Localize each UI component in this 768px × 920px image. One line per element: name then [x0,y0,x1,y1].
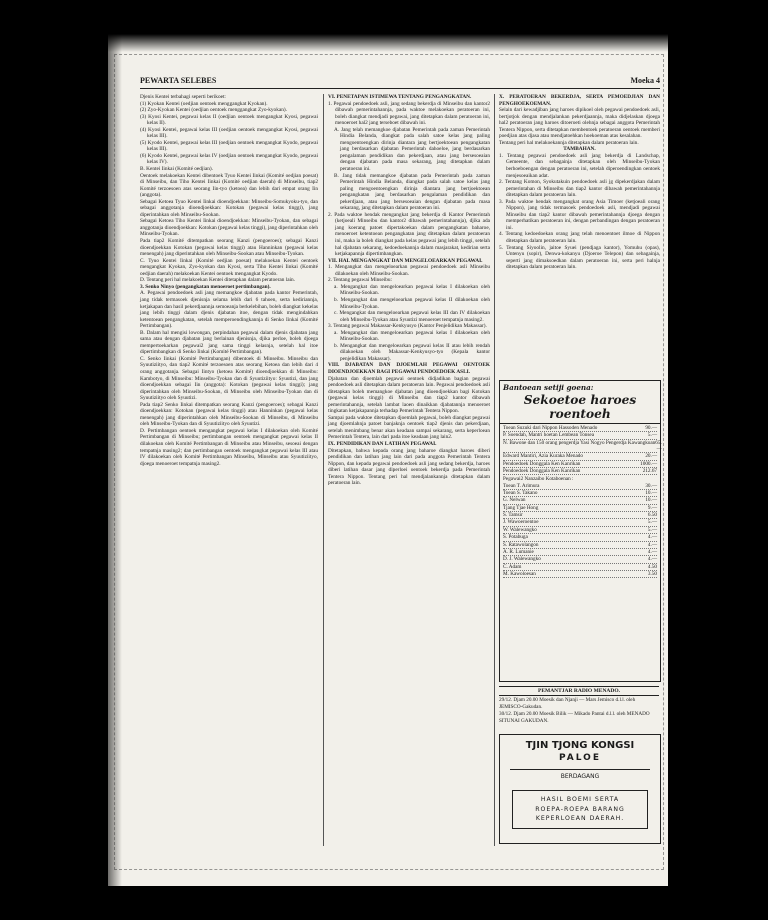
paragraph: (2) Zyo-Kyokan Kentei (oedjian oentoek menggangkat Zyo-kyokan). [140,107,287,114]
donation-amount: 3.50 [647,570,657,577]
donation-subtitle: Pegawai2 Nanzaibo Kotaboenan : [503,476,574,483]
donation-row [503,490,657,497]
paragraph: a. Mengangkat dan mengeloearkan pegawai kelas I dilakoekan oleh Minseibu-Sookan. [334,283,490,297]
column-rule-2 [494,94,495,846]
donor-name: A. R. Lumanie [503,548,534,555]
paragraph: C. Tyuo Kentei Iinkai (Komité oedjian poesat) melakoekan Kentei oentoek mengangkat Kyokan, Zyo-kyokan dan Kyosi, serta Tiho Kentei Iinkai (Komité oedjian daerah) melakoekan Kentei oentoek mengangkat Kyodo. [140,257,318,277]
donation-row [503,483,657,490]
donation-row [503,497,657,504]
donation-amount: 5.— [647,526,657,533]
paragraph: D. Pertimbangan oentoek mengangkat pegawai kelas I dilakoekan oleh Komité Pertimbangan di Minseibu; pertimbangan oentoek mengangkat pegawai kelas II dilakoekan oleh Komité Pertimbangan di Minseibu atau Minseibu, sesoeai dengan tempatnja masing2; dan pertimbangan oentoek mengangkat pegawai kelas III atau IV dilakoekan oleh Komité Pertimbangan Minseibu, Minseibu atau Syuutiziityo, djoega menoeroet tempatnja masing2. [140,427,318,467]
business-goods [512,790,648,829]
column-2 [328,94,490,846]
paragraph: Sebagai Ketoea Tyuo Kentei Iinkai dioendjoekkan: Minseibu-Somukyoku-tyo, dan sebagai anggotanja dioendjoekkan: Kotokan (pegawai kelas tinggi), jang diperintahkan oleh Minseibu-Sookan. [140,198,318,218]
paragraph: 2. Tentang Komon, Syokutakuin pendoedoek asli jg dipekerdjakan dalam pemerintahan di Minseibu dan tiap2 kantor dibawah pemerintahannja ditetapkan dalam peratoeran lain. [499,179,660,199]
business-name: TJIN TJONG KONGSI [525,740,635,751]
business-line: ROEPA-ROEPA BARANG [535,805,625,813]
donation-amount: 65.— [655,439,662,453]
paragraph: Pada tiap2 Senko Iinkai ditempatkan seorang Kanzi (pengoeroes); sebagai Kanzi dioendjoekkan: Kotokan (pegawai kelas tinggi) atau Hanninkan (pegawai kelas menengah) jang diperintahkan oleh Minseibu-Sookan di Minseibu, di Minseibu oleh Minseibu-Tyokan dan di Syuutiziityo oleh Syuutizi. [140,401,318,428]
donation-amount: 4.50 [647,563,657,570]
radio-line: 29/12. Djam 20.00 Moesik dan Njanji — Mars Jemisco d.l.l. oleh JEMISCO-Gakudan. [499,697,636,710]
donation-amount: 5.— [647,432,657,439]
donor-name: N. Bawone dan 150 orang pengerdja Yasi Nogyo Pengerdja Kawangkoan [503,439,656,446]
section-heading: VII. HAL MENGANGKAT DAN MENGELOEARKAN PEGAWAI. [328,257,483,264]
donor-name: W. Walewangko [503,526,537,533]
donation-row [503,549,657,556]
paragraph: b. Mengangkat dan mengeloearkan pegawai kelas II atau lebih rendah dilakoekan oleh Makassar-Kenkyusyo-tyo (Kepala kantor penjelidikan Makassar). [334,342,490,362]
paragraph: B. Kentei Iinkai (Komité oedjian). [140,166,213,173]
newspaper-page [108,34,668,886]
paragraph: 2. Tentang pegawai Minseibu: [328,277,392,284]
donation-row [503,534,657,541]
section-heading: IX. PENDIDIKAN DAN LATIHAN PEGAWAI. [328,440,437,447]
paragraph: D. Tentang peri hal melakoekan Kentei ditetapkan dalam peratoeran lain. [140,277,295,284]
page-header [140,74,660,89]
paragraph: (3) Kyosi Kentei, pegawai kelas II (oedjian oentoek mengangkat Kyosi, pegawai kelas II). [140,113,318,127]
donor-name: G. Nelwan [503,497,526,504]
donation-amount: 4.— [647,548,657,555]
donation-row [503,439,662,454]
donation-amount: 9.— [647,504,657,511]
column-1 [140,94,318,846]
donor-name: S. Ratawolangon [503,541,539,548]
donor-name: Edward Mantiri, Azia Kuraka Menado [503,453,583,460]
donation-amount: 20.— [645,453,657,460]
paragraph: Sampai pada waktoe ditetapkan djoemlah pegawai, boleh diangkat pegawai jang djoemlahnja patoet banjaknja oentoek tiap2 djenis dan pekerdjaan, setelah menimbang benar akan keadaan sampai sekarang, serta keperloean Pemerintah Tentera, lain dari pada itoe keadaan jang lain2. [328,414,490,441]
donation-box [499,380,661,682]
donor-name: D. J. Walewangko [503,556,541,563]
donation-row [503,512,657,519]
donation-amount: 30.— [645,482,657,489]
paragraph: 3. Pada waktoe hendak mengangkat orang Asia Timoer (ketjoeali orang Nippon), jang tidak termasoek pendoedoek asli, mendjadi pegawai Minseibu dan tiap2 kantor dibawah pemerintahannja djoega dengan memperhatikan peratoeran ini, dengan perbandingan dengan peratoeran ini. [499,198,660,231]
donation-amount: 6.50 [647,512,657,519]
paragraph: Selain dari kewadjiban jang haroes dipikoel oleh pegawai pendoedoek asli, bertjotjok dengan mendjalankan pekerdjaannja, maka didjelaskan djoega hal2 peratoeran jang haroes ditoeroeti olehnja sebagai anggota Pemerintah Tentera Nippon, serta ditetapkan membentoek peratoeran oentoek memberi poedjian atas djasa atau mendjatoehkan hoekoeman atas kesalahan. [499,107,660,140]
donation-amount: 212.67 [642,468,657,475]
donor-name: S. Potabuga [503,534,528,541]
paragraph: c. Mengangkat dan mengeloearkan pegawai kelas III dan IV dilakoekan oleh Minseibu-Tyokan atau Syuutizi menoeroet tempatnja masing2. [334,310,490,323]
radio-title: PEMANTJAR RADIO MENADO. [499,686,659,696]
paragraph: 1. Tentang pegawai pendoedoek asli jang bekerdja di Landschap, Gemeente, dan sebagainja ditetapkan oleh Minseibu-Tyokan berhoeboengan dengan peratoeran ini, setelah diperoendingkan oentoek menjesoeaikan adat. [499,152,660,179]
radio-line: 30/12. Djam 20.00 Moesik Bilik — Mikado Pantai d.l.l. oleh MENADO SITUNAI GAKUDAN. [499,711,650,724]
donation-row [503,453,657,460]
paragraph: 5. Tentang Siyoolin, jaitoe Syuei (pendjaga kantor), Yomuhu (opas), Untenyu (sopir), Denwa-kokanyu (Djoeroe Telepon) dan sebagainja, seperti jang dimaksoedkan dalam peratoeran ini, serta peri halnja ditetapkan dalam peratoeran lain. [499,244,660,271]
paragraph: Pada tiap2 Komité ditempatkan seorang Kanzi (pengoeroes); sebagai Kanzi dioendjoekkan Kotokan (pegawai kelas tinggi) atau Hanninkan (pegawai kelas menengah) jang diperintahkan oleh Minseibu-Sookan atau Minseibu-Tyokan. [140,238,318,258]
paragraph: 3. Tentang pegawai Makassar-Kenkyusyo (Kantor Penjelidikan Makassar). [328,323,487,330]
paragraph: b. Mengangkat dan mengeloearkan pegawai kelas II dilakoekan oleh Minseibu-Tyokan. [334,296,490,310]
donation-amount: 5.— [647,519,657,526]
paragraph: Djabatan dan djoemlah pegawai oentoek didjadikan bagian pegawai pendoedoek asli ditetapkan dalam peratoeran lain. Pegawai pendoedoek asli ditetapkan boleh memangkoe djabatan jang dioendjoekkan bagi Kotokan (pegawai kelas tinggi) di Minseibu dan tiap2 kantor dibawah pemerintahannja, setelah lambat laoen dinaikkan djabatannja menoeroet tingkatan ketjakapannja terhadap Pemerintah Tentera Nippon. [328,375,490,415]
section-heading: TAMBAHAN. [563,146,596,153]
paragraph: A. Jang telah memangkoe djabatan Pemerintah pada zaman Pemerintah Hindia Belanda, diangkat pada salah satoe kelas jang paling mengoentoengkan dirinja diantara jang bertjoektoean pengangkatan jang berdasarkan djabatan Pemerintah dahoeloe, jang berdasarkan pengalaman pendidikan dan pekerdjaan, atau jang bersesoeaian dengan djabatan pada masa sekarang, jang ditetapkan dalam peratoeran ini. [334,126,490,173]
donor-name: M. Kawoloesan [503,570,536,577]
paragraph: 2. Pada waktoe hendak mengangkat jang bekerdja di Kantor Pemerintah (ketjoeali Minseibu dan kantor2 dibawah pemerintahannja), djika ada jang koerang patoet dipertakoekan dalam pengangkatan baharoe, menoeroet ketentoean pengangkatan jang ditetapkan dalam peratoeran ini, maka ia boleh diangkat pada kelas pegawai jang lebih tinggi, setelah hal djabatan sekarang, kedoedoekannja dalam masjarakat, kedirian serta ketjakapannja dipertimbangkan. [328,211,490,258]
donation-amount: 4.— [647,534,657,541]
donor-name: Toean T. Arimura [503,482,540,489]
paragraph: 1. Pegawai pendoedoek asli, jang sedang bekerdja di Minseibu dan kantor2 dibawah pemerintahannja, pada waktoe melakoekan peratoeran ini, boleh diangkat mendjadi pegawai, jang ditetapkan dalam peratoeran ini, menoeroet hal2 jang terseboet dibawah ini. [328,100,490,127]
donation-label: Bantoean setiji goena: [503,383,594,392]
donation-amount: 4.— [647,556,657,563]
section-heading: VIII. DJABATAN DAN DJOEMLAH PEGAWAI OENTOEK DIOENDJOEKKAN BAGI PEGAWAI PENDOEDOEK ASLI. [328,362,490,375]
donation-row [503,556,657,563]
paragraph: B. Dalam hal mengisi lowongan, perpindahan pegawai dalam djenis djabatan jang sama atau dengan djabatan jang berlainan djenisnja, djika perloe, boleh djoega mempertoekarkan pegawai2 jang sama tinggi kelasnja, setelah hal itoe dipertimbangkan di Senko Iinkai (Komité Pertimbangan). [140,329,318,356]
paragraph: B. Jang tidak memangkoe djabatan pada Pemerintah pada zaman Pemerintah Hindia Belanda, diangkat pada salah satoe kelas jang paling mengoentoengkan dirinja diantara jang bertjoektoean pengangkatan jang berdasarkan pengalaman pendidikan dan pekerdjaan, atau jang bersesoeaian dengan djabatan pada masa sekarang, jang ditetapkan dalam peratoeran ini. [334,172,490,212]
business-tag: BERDAGANG [558,773,602,780]
donation-row [503,542,657,549]
paragraph: Oentoek melakoekan Kentei dibentoek Tyuo Kentei Iinkai (Komité oedjian poesat) di Minseibu, dan Tiho Kentei Iinkai (Komité oedjian daerah) di Minseibu, tiap2 Komité terzoesoen atas seorang Iin-tyo (ketoea) dan lebih dari empat orang Iin (anggota). [140,172,318,199]
paragraph: (1) Kyokan Kentei (oedjian oentoek menggangkat Kyokan). [140,100,268,107]
paragraph: Sebagai Ketoea Tiho Kentei Iinkai dioendjoekkan: Minseibu-Tyokan, dan sebagai anggotanja dioendjoekkan: Kotokan (pegawai kelas tinggi), jang diperintahkan oleh Minseibu-Tyokan. [140,218,318,238]
paragraph: Djenis Kentei terbahagi seperti berikoet: [140,94,226,100]
donation-row [503,564,657,571]
business-line: HASIL BOEMI SERTA [540,796,620,803]
paragraph: (6) Kyodo Kentei, pegawai kelas IV (oedjian oentoek mengangkat Kyodo, pegawai kelas IV). [140,152,318,166]
paragraph: Ditetapkan, bahwa kepada orang jang baharoe diangkat haroes diberi pendidikan dan latihan jang lain dari pada anggota Pemerintah Tentera Nippon, dan kepada pegawai pendoedoek asli jang sedang bekerdja, haroes diberi latihan dasar jang diperloei oentoek bekerdja pada Pemerintah Tentera Nippon. Tentang peri hal mendjalankannja ditetapkan dalam peratoeran lain. [328,447,490,487]
page-label: Moeka 4 [630,76,660,85]
donation-amount: 4.— [647,541,657,548]
donation-amount: 10.— [645,490,657,497]
donor-name: Pendoedoek Donggala Ken Kanrikan [503,460,581,467]
business-city: PALOE [559,753,601,763]
donation-amount: 10.— [645,497,657,504]
business-ad [499,734,661,844]
paragraph: a. Mengangkat dan mengeloearkan pegawai kelas I dilakoekan oleh Minseibu-Sookan. [334,329,490,343]
paragraph: Tentang peri hal melakoekannja ditetapkan dalam peratoeran lain. [499,139,639,146]
donation-title: Sekoetoe haroes roentoeh [500,392,660,424]
donation-row [503,468,657,475]
section-heading: 3. Senko Ninyo (pengangkatan menoeroet pertimbangan). [140,283,271,290]
donor-name: Toean Suzuki dari Nippon Hassoden Menado [503,425,598,431]
donation-amount: 1000.— [640,460,657,467]
donor-name: Pendoedoek Donggala Ken Kanrikan [503,468,581,475]
donation-row [503,505,657,512]
donor-name: J. Wawoeroentoe [503,519,539,526]
paragraph: 1. Mengangkat dan mengeloearkan pegawai pendoedoek asli Minseibu dilakoekan oleh Minseibu-Sookan. [328,264,490,277]
donor-name: S. Tamsir [503,512,523,519]
business-line: KEPERLOEAN DAERAH. [535,815,625,822]
paragraph: A. Pegawai pendoedoek asli jang memangkoe djabatan pada kantor Pemerintah, jang tidak termasoek djenisnja selama lebih dari 6 tahoen, serta kediriannja, ketjakapan dan hasil pekerdjaannja semoeanja berkelebihan, boleh diangkat kekelas jang lebih tinggi dalam djenis djabatan itoe, dengan tidak mengindahkan ketentoean pengangkatan, setelah memperoendingkannja di Senko Iinkai (Komité Pertimbangan). [140,290,318,330]
column-3-text [499,94,660,376]
donation-row [503,527,657,534]
donor-name: Toean S. Takano [503,490,538,497]
paragraph: (5) Kyodo Kentei, pegawai kelas III (oedjian oentoek mengangkat Kyodo, pegawai kelas III). [140,139,318,153]
donation-row [503,461,657,468]
donor-name: P. Soendah, Mantri hoetan Lembean Tonsea [503,432,595,439]
radio-schedule [499,686,659,730]
paragraph: C. Senko Iinkai (Komité Pertimbangan) dibentoek di Minseibu. Minseibu dan Syuutiziityo, dan tiap2 Komité terzoesoen atas seorang Ketoea dan lebih dari 4 orang anggotanja. Sebagai Iintyo (ketoea Komité) dioendjoekkan di Minseibu: Kambotyo, di Minseibu: Minseibu-Tyokan dan di Syuutiziityo: Syuutizi, dan jang dioendjoekkan sebagai Iin (anggota): Kotokan (pegawai kelas tinggi); jang diperintahkan oleh Minseibu-Sookan, di Minseibu oleh Minseibu-Tyokan dan di Syuutiziityo oleh Syuutizi. [140,355,318,402]
scan-edge-top [108,34,668,52]
donation-row [503,571,657,578]
paragraph: 4. Tentang kedoedoekan orang jang telah menoentoet ilmoe di Nippon ditetapkan dalam peratoeran lain. [499,231,660,245]
donation-row [503,432,657,439]
column-rule-1 [323,94,324,846]
paper-name: PEWARTA SELEBES [140,76,217,85]
donation-amount: 90.— [645,425,657,431]
paragraph: (4) Kyosi Kentei, pegawai kelas III (oedjian oentoek mengangkat Kyosi, pegawai kelas III). [140,126,318,140]
donation-row [503,425,657,432]
scan-edge-left [108,34,122,886]
section-heading: X. PERATOERAN BEKERDJA, SERTA PEMOEDJIAN DAN PENGHOEKOEMAN. [499,94,660,107]
section-heading: VI. PENETAPAN ISTIMEWA TENTANG PENGANGKATAN. [328,94,472,100]
donation-list [500,424,660,579]
donation-row [503,519,657,526]
donor-name: Tjang Tjae Hong [503,504,539,511]
donor-name: C. Adam [503,563,522,570]
